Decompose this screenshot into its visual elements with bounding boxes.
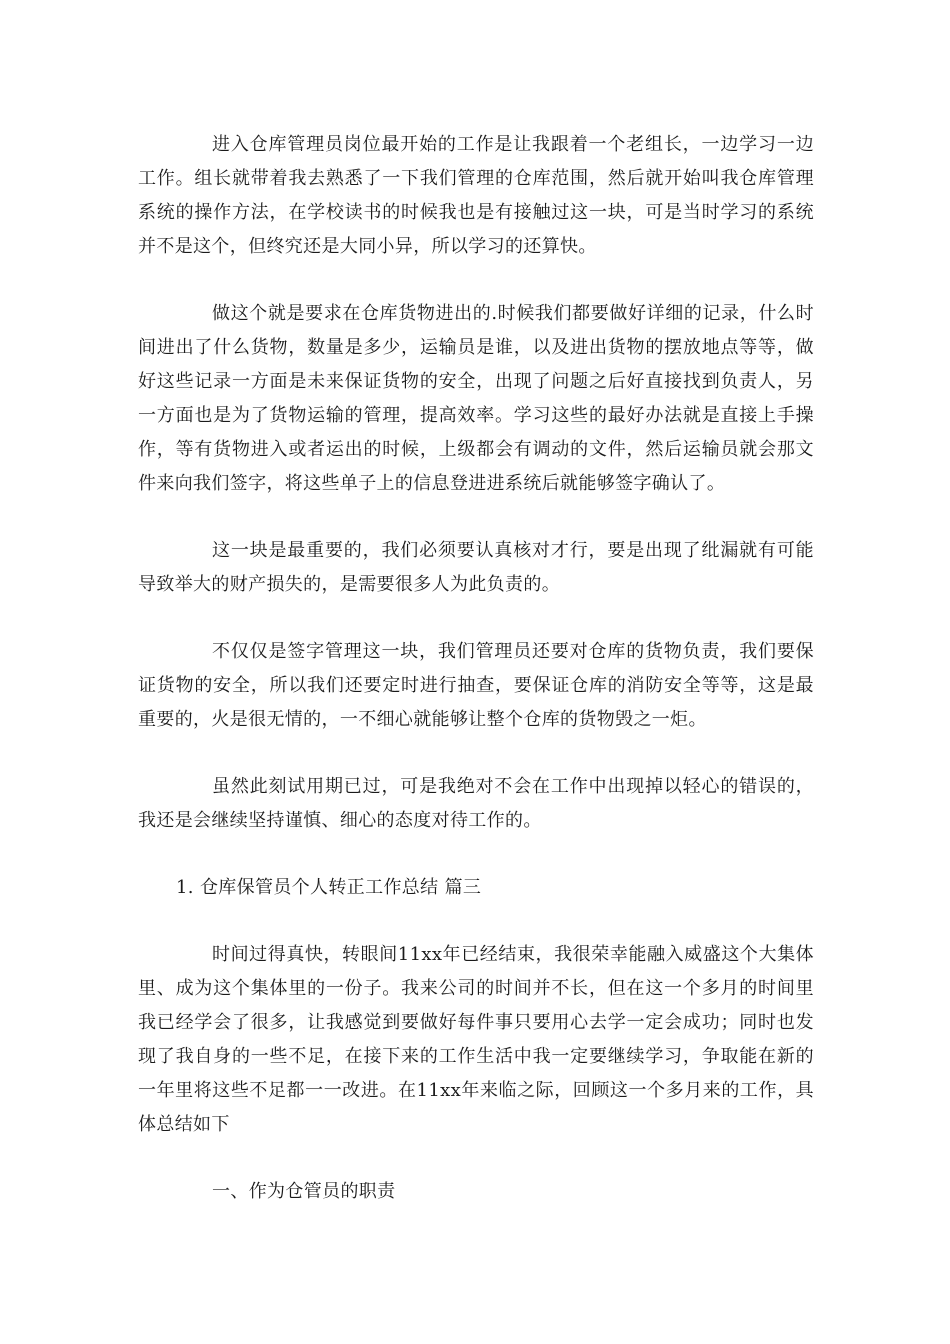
paragraph-commitment: 虽然此刻试用期已过，可是我绝对不会在工作中出现掉以轻心的错误的，我还是会继续坚持谨慎、细心的态度对待工作的。 (138, 776, 814, 831)
paragraph-training: 进入仓库管理员岗位最开始的工作是让我跟着一个老组长，一边学习一边工作。组长就带着我去熟悉了一下我们管理的仓库范围，然后就开始叫我仓库管理系统的操作方法，在学校读书的时候我也是有接触过这一块，可是当时学习的系统并不是这个，但终究还是大同小异，所以学习的还算快。 (138, 134, 814, 257)
paragraph-intro: 时间过得真快，转眼间11xx年已经结束，我很荣幸能融入威盛这个大集体里、成为这个集体里的一份子。我来公司的时间并不长，但在这一个多月的时间里我已经学会了很多，让我感觉到要做好每件事只要用心去学一定会成功；同时也发现了我自身的一些不足，在接下来的工作生活中我一定要继续学习，争取能在新的一年里将这些不足都一一改进。在11xx年来临之际，回顾这一个多月来的工作，具体总结如下 (138, 944, 814, 1135)
document-body (138, 128, 814, 1242)
paragraph-verification: 这一块是最重要的，我们必须要认真核对才行，要是出现了纰漏就有可能导致举大的财产损失的，是需要很多人为此负责的。 (138, 540, 814, 595)
numbered-heading: 1. 仓库保管员个人转正工作总结 篇三 (176, 877, 482, 898)
paragraph-records: 做这个就是要求在仓库货物进出的.时候我们都要做好详细的记录，什么时间进出了什么货物，数量是多少，运输员是谁，以及进出货物的摆放地点等等，做好这些记录一方面是未来保证货物的安全，出现了问题之后好直接找到负责人，另一方面也是为了货物运输的管理，提高效率。学习这些的最好办法就是直接上手操作，等有货物进入或者运出的时候，上级都会有调动的文件，然后运输员就会那文件来向我们签字，将这些单子上的信息登进进系统后就能够签字确认了。 (138, 303, 814, 494)
section-heading: 一、作为仓管员的职责 (212, 1181, 396, 1202)
paragraph-safety: 不仅仅是签字管理这一块，我们管理员还要对仓库的货物负责，我们要保证货物的安全，所以我们还要定时进行抽查，要保证仓库的消防安全等等，这是最重要的，火是很无情的，一不细心就能够让整个仓库的货物毁之一炬。 (138, 641, 814, 730)
